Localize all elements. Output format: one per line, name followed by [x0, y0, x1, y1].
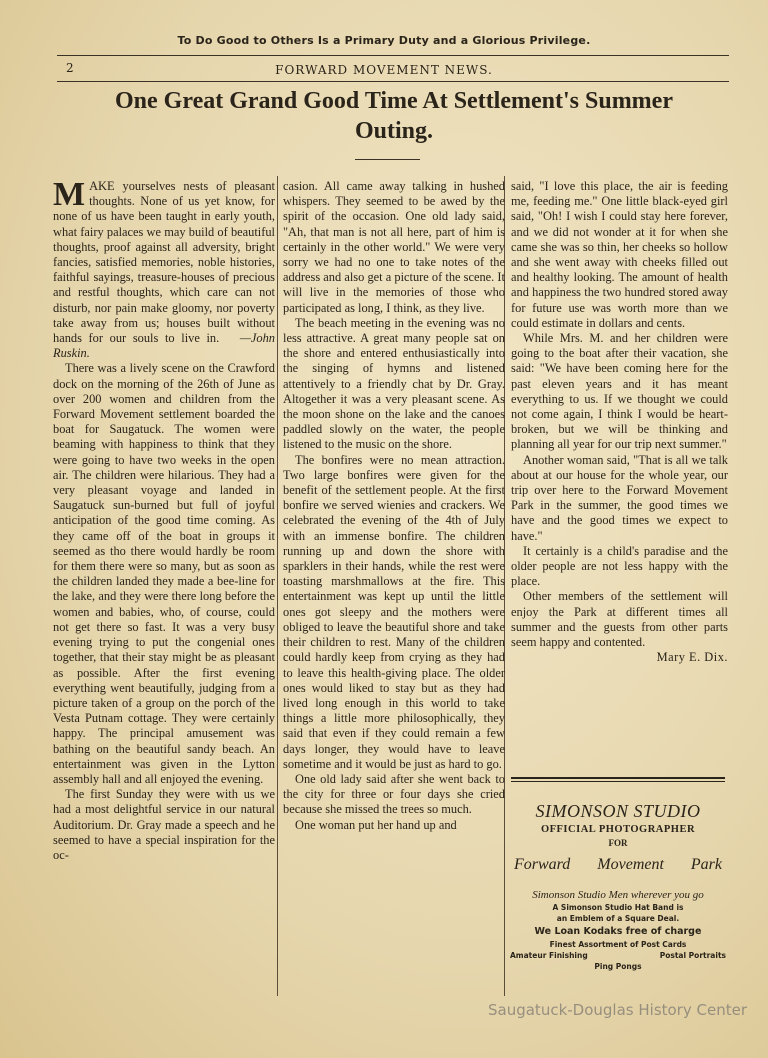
masthead: FORWARD MOVEMENT NEWS. — [275, 63, 493, 77]
advert-slogan: Simonson Studio Men wherever you go — [532, 889, 704, 901]
article-column-2 — [283, 179, 505, 833]
headline-rule — [355, 159, 420, 160]
paragraph — [53, 176, 275, 361]
studio-advertisement — [510, 800, 726, 972]
column-divider — [277, 176, 278, 996]
advert-park-right: Park — [690, 856, 722, 873]
paragraph: The bonfires were no mean attraction. Two large bonfires were given for the benefit of the settlement people. At the first bonfire we served wienies and crackers. We celebrated the evening of the 4th of July with an immense bonfire. The children running up and down the shore with sparklers in their hands, while the rest were toasting marshmallows at the fire. This entertainment was kept up until the little ones got sleepy and the mothers were obliged to leave the beautiful shore and take their children to rest. Many of the children could hardly keep from crying as they had to leave this health-giving place. The older ones would liked to stay but as they had lived long enough in this world to take things a little more philosophically, they said that even if they could remain a few days longer, they would have to leave sometime and it would be just as hard to go. — [283, 452, 505, 771]
advert-postcards: Finest Assortment of Post Cards — [549, 940, 687, 949]
paragraph: It certainly is a child's paradise and the older people are not less happy with the place. — [511, 543, 728, 589]
archive-watermark: Saugatuck-Douglas History Center — [488, 1001, 747, 1019]
motto: To Do Good to Others Is a Primary Duty and a Glorious Privilege. — [177, 34, 591, 47]
masthead-rule — [57, 81, 729, 82]
article-column-3 — [511, 179, 728, 666]
advert-hatband-1: A Simonson Studio Hat Band is — [552, 903, 684, 912]
advert-amateur: Amateur Finishing — [510, 951, 588, 960]
author-signature: Mary E. Dix. — [656, 650, 728, 665]
quote-text: AKE yourselves nests of pleasant thoughts. None of us yet know, for none of us have been taught in early youth, what fairy palaces we may build of beautiful thoughts, proof against all adversity, bright fancies, satisfied memories, noble histories, faithful sayings, treasure-houses of precious and restful thoughts, which care can not disturb, nor pain make gloomy, nor poverty take away from us; houses built without hands for our souls to live in. — [53, 179, 275, 346]
headline-line-1: One Great Grand Good Time At Settlement's Summer — [115, 88, 673, 114]
advert-park-mid: Movement — [597, 856, 664, 873]
paragraph: While Mrs. M. and her children were going to the boat after their vacation, she said: "We have been coming here for the past eleven years and it has meant everything to us. If we thought we could not come again, I think I would be heart-broken, but we will be thinking and planning all year for our trip next summer." — [511, 331, 728, 452]
paragraph: There was a lively scene on the Crawford dock on the morning of the 26th of June as over 200 women and children from the Forward Movement settlement boarded the boat for Saugatuck. The women were beaming with happiness to think that they were going to have two weeks in the open air. The children were hilarious. They had a very pleasant voyage and landed in Saugatuck sun-burned but full of joyful anticipation of the good time coming. As they came off of the boat in groups it seemed as tho there would hardly be room for them there were so many, but as soon as the children landed they made a bee-line for the lake, and they were there long before the women and babies, who, of course, could not get there so fast. It was a very busy evening trying to put the congenial ones together, that their stay might be as pleasant as possible. After the first evening everything went beautifully, judging from a picture taken of a group on the porch of the Vesta Putnam cottage. They were certainly happy. The principal amusement was bathing on the beautiful sandy beach. An entertainment was given in the Lytton assembly hall and all enjoyed the evening. — [53, 361, 275, 786]
advert-rule — [511, 781, 725, 782]
quote-attribution: —John Ruskin. — [53, 331, 275, 361]
advert-brand: SIMONSON STUDIO — [535, 801, 701, 821]
page-number: 2 — [66, 61, 74, 75]
advert-park — [510, 850, 726, 876]
paragraph: casion. All came away talking in hushed whispers. They seemed to be awed by the spirit of the occasion. One old lady said, "Ah, that man is not all here, part of him is certainly in the other world." We were very sorry we had no one to take notes of the address and also get a picture of the scene. It will live in the memories of those who participated as long, I think, as they live. — [283, 179, 505, 315]
paragraph: said, "I love this place, the air is feeding me, feeding me." One little black-eyed girl said, "Oh! I wish I could stay here forever, and we did not wonder at it for when she came she was so thin, her cheeks so hollow and she went away with cheeks filled out and healthy looking. The amount of health and happiness the two hundred stored away for future use was worth more than we could estimate in dollars and cents. — [511, 179, 728, 330]
advert-park-left: Forward — [514, 856, 571, 873]
article-column-1 — [53, 176, 275, 863]
advert-kodaks: We Loan Kodaks free of charge — [534, 926, 702, 937]
paragraph-text: Other members of the settlement will enjoy the Park at different times all summer and the guests from other parts seem happy and contented. — [511, 589, 728, 650]
paragraph: Another woman said, "That is all we talk about at our house for the whole year, our trip over here to the Forward Movement Park in the summer, the good times we have and the good times we expect to have." — [511, 452, 728, 543]
advert-hatband-2: an Emblem of a Square Deal. — [556, 914, 680, 923]
advert-official: OFFICIAL PHOTOGRAPHER — [540, 824, 696, 835]
drop-cap: M — [53, 176, 86, 213]
paragraph: The beach meeting in the evening was no less attractive. A great many people sat on the shore and entered enthusiastically into the singing of hymns and listened attentively to a friendly chat by Dr. Gray. Altogether it was a very pleasant scene. As the moon shone on the lake and the canoes paddled slowly on the water, the people listened to the music on the shore. — [283, 315, 505, 452]
advert-portraits: Postal Portraits — [659, 951, 726, 960]
headline — [46, 86, 742, 146]
paragraph — [511, 589, 728, 665]
paragraph: One old lady said after she went back to the city for three or four days she cried because she missed the trees so much. — [283, 771, 505, 817]
advert-rule — [511, 777, 725, 779]
paragraph: The first Sunday they were with us we had a most delightful service in our natural Auditorium. Dr. Gray made a speech and he seemed to have a special inspiration for the oc- — [53, 787, 275, 862]
advert-services — [510, 950, 726, 961]
top-rule — [57, 55, 729, 56]
paragraph: One woman put her hand up and — [295, 817, 457, 832]
headline-line-2: Outing. — [354, 118, 434, 144]
advert-pingpongs: Ping Pongs — [594, 962, 642, 971]
advert-for: FOR — [608, 838, 628, 848]
